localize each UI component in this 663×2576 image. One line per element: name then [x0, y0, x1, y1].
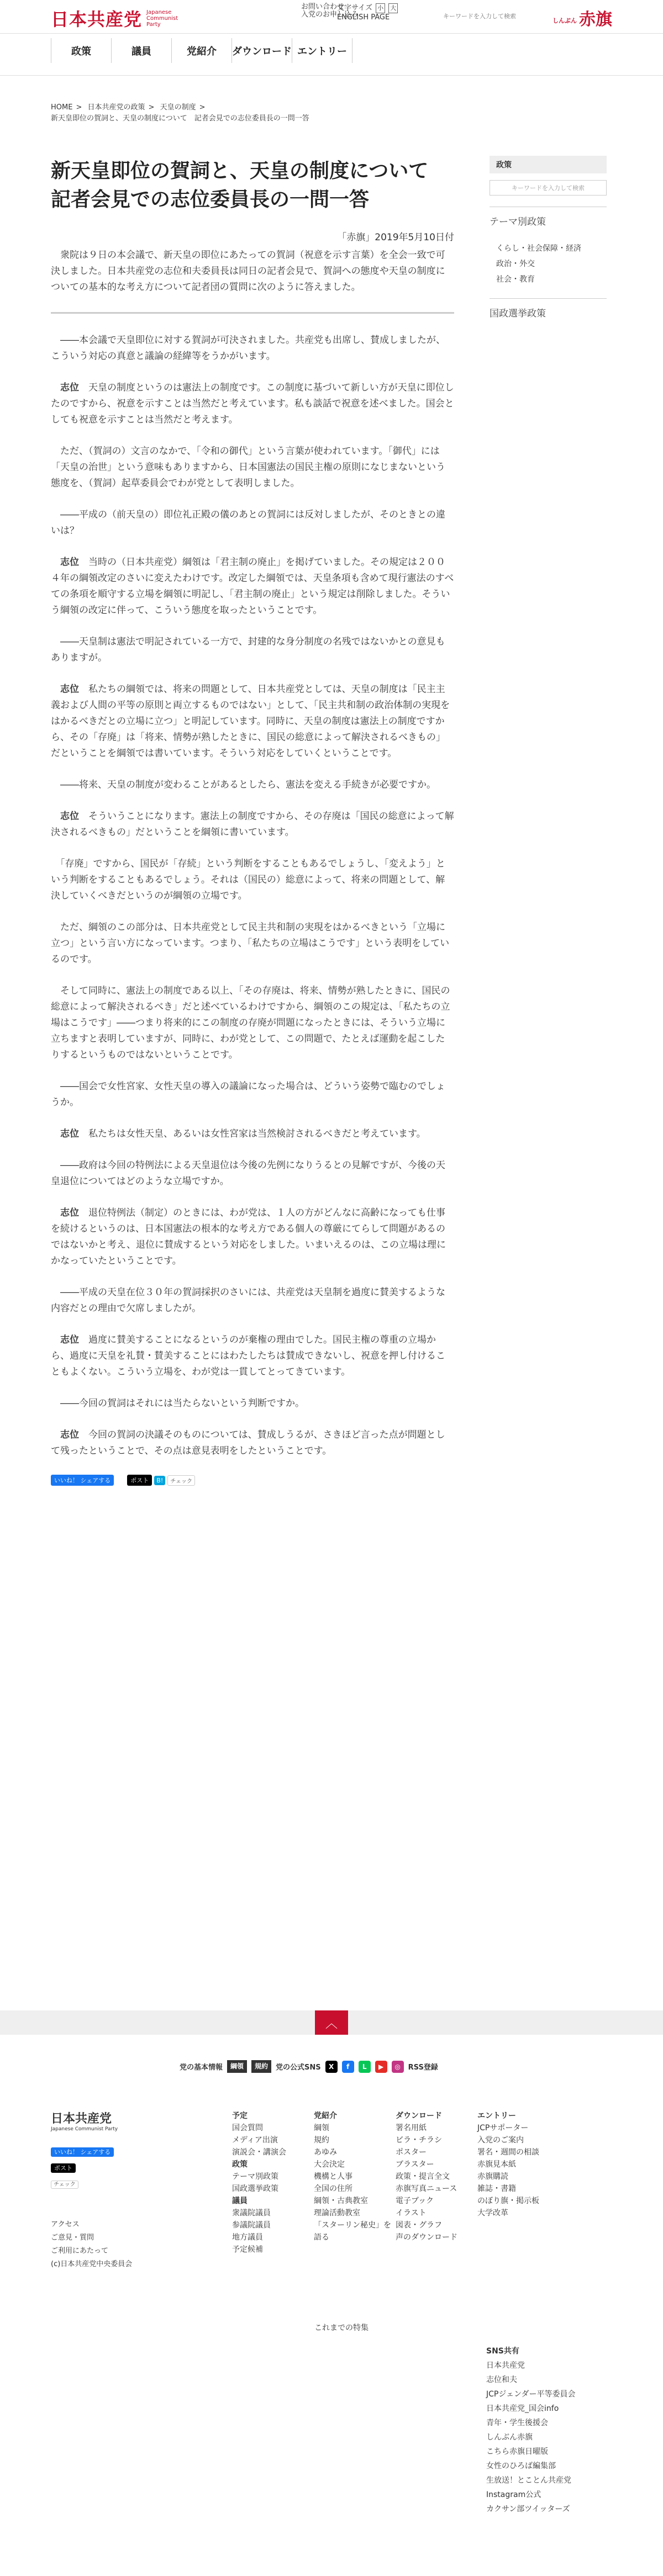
- footer-facebook-button[interactable]: いいね！ シェアする: [51, 2147, 114, 2157]
- x-post-button[interactable]: ポスト: [127, 1475, 152, 1486]
- footer-link[interactable]: 署名用紙: [396, 2124, 427, 2132]
- footer-link[interactable]: ビラ・チラシ: [396, 2136, 442, 2145]
- footer-sns-link[interactable]: JCPジェンダー平等委員会: [486, 2390, 576, 2399]
- breadcrumb-emperor[interactable]: 天皇の制度: [160, 103, 196, 112]
- article-paragraph: [51, 856, 454, 904]
- footer-link[interactable]: 衆議院議員: [232, 2209, 271, 2218]
- sidebar-election-title[interactable]: 国政選挙政策: [490, 308, 546, 319]
- footer-link[interactable]: 全国の住所: [314, 2184, 352, 2193]
- footer-link[interactable]: 国会質問: [232, 2124, 263, 2132]
- article-paragraph: [51, 1285, 454, 1317]
- site-logo[interactable]: [51, 6, 178, 31]
- footer-heading-entry[interactable]: エントリー: [477, 2112, 516, 2120]
- footer-sns-link[interactable]: 日本共産党: [486, 2361, 525, 2370]
- article-paragraph: [51, 1396, 454, 1412]
- instagram-icon[interactable]: ◎: [392, 2061, 404, 2073]
- paragraph-text: そういうことになります。憲法上の制度ですから、その存廃は「国民の総意によって解決されるべきもの」だということを綱領に書いています。: [51, 811, 454, 838]
- speaker-label: 志位: [60, 1128, 79, 1139]
- text-size-label: 文字サイズ: [337, 4, 372, 12]
- page-title: 新天皇即位の賀詞と、天皇の制度について 記者会見での志位委員長の一問一答: [51, 159, 449, 211]
- sidebar: [490, 76, 607, 319]
- sidebar-item-politics[interactable]: 政治・外交: [496, 260, 535, 268]
- footer-link[interactable]: 機構と人事: [314, 2172, 352, 2181]
- paragraph-text: ――天皇制は憲法で明記されている一方で、封建的な身分制度の名残ではないかとの意見もありますが。: [51, 636, 445, 663]
- footer-link[interactable]: 電子ブック: [396, 2197, 434, 2205]
- footer-sns-link[interactable]: 志位和夫: [486, 2376, 517, 2384]
- paragraph-text: 私たちは女性天皇、あるいは女性宮家は当然検討されるべきだと考えています。: [88, 1128, 426, 1139]
- footer-sns-link[interactable]: 生放送！とことん共産党: [486, 2476, 571, 2485]
- footer-link[interactable]: 規約: [314, 2136, 329, 2145]
- join-link[interactable]: 入党のお申し込み: [301, 10, 359, 19]
- footer-link[interactable]: ブラスター: [396, 2160, 434, 2169]
- paragraph-text: 退位特例法（制定）のときには、わが党は、１人の方がどんなに高齢になっても仕事を続けるというのは、日本国憲法の根本的な考え方である個人の尊厳にてらして問題があるのではないかと考え、退位に賛成するという対応をしました。いまいえるのは、この立場は理にかなっていたということです。: [51, 1207, 446, 1266]
- paragraph-text: ――平成の（前天皇の）即位礼正殿の儀のあとの賀詞には反対しましたが、そのときとの違いは？: [51, 509, 445, 536]
- sidebar-election-section: [490, 298, 607, 319]
- article-paragraph: [51, 555, 454, 619]
- sidebar-theme-section: [490, 207, 607, 287]
- speaker-label: 志位: [60, 557, 79, 568]
- text-size-large-button[interactable]: 大: [388, 3, 398, 13]
- footer-link[interactable]: イラスト: [396, 2209, 427, 2218]
- article-paragraph: [51, 1079, 454, 1111]
- footer-link[interactable]: 大会決定: [314, 2160, 345, 2169]
- article-paragraph: [51, 444, 454, 492]
- article-paragraph: [51, 380, 454, 428]
- sidebar-heading: 政策: [490, 156, 607, 173]
- paragraph-text: ただ、綱領のこの部分は、日本共産党として民主共和制の実現をはかるべきという「立場に立つ」という言い方になっています。つまり、「私たちの立場はこうです」という表明をしているのです。: [51, 922, 450, 965]
- logo-text: 日本共産党: [51, 9, 143, 30]
- article-paragraph: [51, 332, 454, 365]
- text-size-small-button[interactable]: 小: [376, 3, 385, 13]
- paragraph-text: ――平成の天皇在位３０年の賀詞採択のさいには、共産党は天皇制を過度に賛美するような内容だとの理由で欠席しましたが。: [51, 1287, 445, 1314]
- footer-col-entry: [477, 2110, 559, 2256]
- footer-basic-info-label: 党の基本情報: [180, 2063, 223, 2072]
- youtube-icon[interactable]: ▶: [375, 2061, 387, 2073]
- main-column: [51, 76, 454, 1486]
- akahata-logo[interactable]: しんぶん 赤旗: [552, 10, 612, 29]
- site-header: [0, 0, 663, 33]
- paragraph-text: ――今回の賀詞はそれには当たらないという判断ですか。: [60, 1398, 304, 1409]
- breadcrumb-policy[interactable]: 日本共産党の政策: [87, 103, 145, 112]
- footer-link[interactable]: 演説会・講演会: [232, 2148, 286, 2157]
- main-nav: [0, 33, 663, 76]
- article-dateline: 「赤旗」2019年5月10日付: [337, 232, 454, 243]
- speaker-label: 志位: [60, 811, 79, 822]
- divider: [51, 312, 454, 314]
- footer-contact-link[interactable]: ご意見・質問: [51, 2234, 94, 2242]
- footer-access-link[interactable]: アクセス: [51, 2220, 80, 2229]
- footer-copyright: (c)日本共産党中央委員会: [51, 2260, 133, 2268]
- sidebar-item-economy[interactable]: くらし・社会保障・経済: [496, 244, 581, 253]
- footer-sns-link[interactable]: こちら赤旗日曜版: [486, 2447, 548, 2456]
- footer-heading-members[interactable]: 議員: [232, 2197, 248, 2205]
- article-paragraph: [51, 1332, 454, 1380]
- footer-more-features-link[interactable]: これまでの特集: [314, 2324, 369, 2332]
- footer-terms-link[interactable]: ご利用にあたって: [51, 2247, 109, 2255]
- footer-heading-sns[interactable]: SNS共有: [486, 2347, 519, 2356]
- text-size-control: [337, 3, 398, 22]
- footer-link[interactable]: 入党のご案内: [477, 2136, 524, 2145]
- breadcrumb: HOME > 日本共産党の政策 > 天皇の制度 > 新天皇即位の賀詞と、天皇の制度について 記者会見での志位委員長の一問一答: [51, 102, 454, 124]
- article-paragraph: [51, 983, 454, 1063]
- footer-x-button[interactable]: ポスト: [51, 2163, 76, 2173]
- speaker-label: 志位: [60, 1207, 79, 1218]
- article-paragraph: [51, 1126, 454, 1142]
- footer-share: [51, 2147, 114, 2188]
- speaker-label: 志位: [60, 1429, 79, 1440]
- footer-heading-policy[interactable]: 政策: [232, 2160, 248, 2169]
- paragraph-text: ――将来、天皇の制度が変わることがあるとしたら、憲法を変える手続きが必要ですか。: [60, 779, 436, 790]
- sidebar-item-society[interactable]: 社会・教育: [496, 275, 535, 284]
- footer-link[interactable]: 理論活動教室: [314, 2209, 360, 2218]
- footer-col-download: [396, 2110, 477, 2256]
- english-page-link[interactable]: ENGLISH PAGE: [337, 13, 390, 22]
- site-footer: [0, 2035, 663, 2576]
- footer-link[interactable]: 赤旗見本紙: [477, 2160, 516, 2169]
- footer-link[interactable]: 雑誌・書籍: [477, 2184, 516, 2193]
- paragraph-text: ――本会議で天皇即位に対する賀詞が可決されました。共産党も出席し、賛成しましたが、こういう対応の真意と議論の経緯等をうかがいます。: [51, 335, 445, 362]
- contact-link[interactable]: お問い合わせ: [301, 3, 345, 11]
- sidebar-theme-title[interactable]: テーマ別政策: [490, 217, 546, 228]
- footer-sns-link[interactable]: 女性のひろば編集部: [486, 2462, 556, 2471]
- footer-link[interactable]: メディア出演: [232, 2136, 278, 2145]
- footer-sns-label: 党の公式SNS: [276, 2063, 321, 2072]
- logo-subtitle: Japanese Communist Party: [146, 9, 178, 28]
- article-lead: 衆院は９日の本会議で、新天皇の即位にあたっての賀詞（祝意を示す言葉）を全会一致で可決しました。日本共産党の志位和夫委員長は同日の記者会見で、賀詞への態度や天皇の制度についての基本的な考え方について記者団の質問に次のように答えました。: [51, 250, 445, 293]
- footer-link[interactable]: 政策・提言全文: [396, 2172, 450, 2181]
- paragraph-text: 当時の（日本共産党）綱領は「君主制の廃止」を掲げていました。その規定は２００４年の綱領改定のさいに変えたわけです。改定した綱領では、天皇条項も含めて現行憲法のすべての条項を順守する立場を綱領に明記し、「君主制の廃止」という規定は削除しました。そういう綱領の改定に伴って、こういう態度を取ったということです。: [51, 557, 454, 616]
- footer-sns-link[interactable]: Instagram公式: [486, 2490, 541, 2499]
- article-paragraph: [51, 682, 454, 762]
- facebook-share-button[interactable]: いいね！ シェアする: [51, 1475, 114, 1486]
- paragraph-text: 私たちの綱領では、将来の問題として、日本共産党としては、天皇の制度は「民主主義および人間の平等の原則と両立するものではない」として、「民主共和制の政治体制の実現をはかるべきだとの立場に立つ」と明記しています。同時に、天皇の制度は憲法上の制度ですから、その「存廃」は「将来、情勢が熟したときに、国民の総意によって解決されるべきもの」だということを綱領では書いています。そういう対応をしていくということです。: [51, 684, 450, 759]
- footer-link[interactable]: 「スターリン秘史」を語る: [314, 2221, 391, 2242]
- footer-link[interactable]: テーマ別政策: [232, 2172, 278, 2181]
- footer-link[interactable]: 綱領・古典教室: [314, 2197, 368, 2205]
- footer-link[interactable]: 地方議員: [232, 2233, 263, 2242]
- footer-link[interactable]: 予定候補: [232, 2245, 263, 2254]
- hatena-bookmark-button[interactable]: B!: [154, 1476, 165, 1485]
- article-paragraph: [51, 1158, 454, 1190]
- back-to-top-band: [0, 2010, 663, 2035]
- nav-policy[interactable]: 政策: [51, 38, 112, 63]
- speaker-label: 志位: [60, 1334, 79, 1345]
- paragraph-text: 「存廃」ですから、国民が「存続」という判断をすることもあるでしょうし、「変えよう」という判断をすることもあるでしょう。それは（国民の）総意によって、将来の問題として、解決していくべきだというのが綱領の立場です。: [51, 858, 445, 901]
- footer-link[interactable]: 国政選挙政策: [232, 2184, 278, 2193]
- paragraph-text: 天皇の制度というのは憲法上の制度です。この制度に基づいて新しい方が天皇に即位したのですから、祝意を示すことは当然だと考えています。私も談話で祝意を述べました。国会としても祝意を示すことは当然だと考えます。: [51, 382, 454, 425]
- facebook-icon[interactable]: f: [342, 2061, 354, 2073]
- breadcrumb-home[interactable]: HOME: [51, 103, 73, 112]
- article-paragraph: [51, 634, 454, 666]
- article-paragraph: [51, 809, 454, 841]
- footer-heading-about[interactable]: 党紹介: [314, 2112, 337, 2120]
- x-icon[interactable]: X: [325, 2061, 338, 2073]
- footer-sns-link[interactable]: 日本共産党_国会info: [486, 2404, 559, 2413]
- article-paragraph: [51, 1427, 454, 1459]
- footer-platform-button[interactable]: 綱領: [227, 2060, 247, 2073]
- footer-heading-download[interactable]: ダウンロード: [396, 2112, 442, 2120]
- paragraph-text: ただ、（賀詞の）文言のなかで、「令和の御代」という言葉が使われています。「御代」には「天皇の治世」という意味もありますから、日本国憲法の国民主権の原則になじまないという態度を、（賀詞）起草委員会でわが党として表明しました。: [51, 446, 445, 489]
- footer-sns-link[interactable]: 青年・学生後援会: [486, 2419, 548, 2427]
- footer-follow-bar: [180, 2060, 438, 2073]
- footer-col-schedule: [232, 2110, 314, 2256]
- footer-link[interactable]: 署名・週間の相談: [477, 2148, 539, 2157]
- footer-link[interactable]: 大学改革: [477, 2209, 508, 2218]
- breadcrumb-current: 新天皇即位の賀詞と、天皇の制度について 記者会見での志位委員長の一問一答: [51, 114, 309, 123]
- footer-columns: [232, 2110, 559, 2256]
- paragraph-text: 今回の賀詞の決議そのものについては、賛成しうるが、さきほど言った点が問題として残ったということで、その点は意見表明をしたということです。: [51, 1429, 445, 1456]
- paragraph-text: ――国会で女性宮家、女性天皇の導入の議論になった場合は、どういう姿勢で臨むのでしょうか。: [51, 1081, 445, 1108]
- header-search-input[interactable]: [442, 9, 549, 24]
- nav-entry[interactable]: エントリー: [292, 38, 352, 63]
- article-body: [51, 332, 454, 1459]
- share-bar: [51, 1475, 454, 1486]
- footer-logo[interactable]: 日本共産党 Japanese Communist Party: [51, 2112, 118, 2132]
- footer-heading-schedule[interactable]: 予定: [232, 2112, 248, 2120]
- footer-link[interactable]: 参議院議員: [232, 2221, 271, 2230]
- footer-sns-link[interactable]: しんぶん赤旗: [486, 2433, 533, 2442]
- footer-link[interactable]: 綱領: [314, 2124, 329, 2132]
- footer-sns-list: [486, 2344, 576, 2516]
- footer-link[interactable]: のぼり旗・掲示板: [477, 2197, 539, 2205]
- footer-link[interactable]: 赤旗購読: [477, 2172, 508, 2181]
- rss-label[interactable]: RSS登録: [408, 2063, 438, 2072]
- nav-about[interactable]: 党紹介: [172, 38, 232, 63]
- footer-check-button[interactable]: チェック: [51, 2181, 78, 2189]
- paragraph-text: ――政府は今回の特例法による天皇退位は今後の先例になりうるとの見解ですが、今後の天皇退位についてはどのような立場ですか。: [51, 1160, 445, 1187]
- article-paragraph: [51, 507, 454, 539]
- footer-rules-button[interactable]: 規約: [251, 2060, 271, 2073]
- footer-links: [51, 2218, 132, 2271]
- footer-link[interactable]: 図表・グラフ: [396, 2221, 442, 2230]
- footer-link[interactable]: JCPサポーター: [477, 2124, 529, 2132]
- footer-col-about: [314, 2110, 396, 2256]
- article-paragraph: [51, 1205, 454, 1269]
- footer-link[interactable]: 声のダウンロード: [396, 2233, 457, 2242]
- sidebar-search-input[interactable]: キーワードを入力して検索: [490, 180, 607, 196]
- article-paragraph: [51, 777, 454, 793]
- paragraph-text: 過度に賛美することになるというのが棄権の理由でした。国民主権の尊重の立場から、過度に天皇を礼賛・賛美することにはわたしたちは賛成できないし、祝意を押し付けることもよくない。こういう立場を、わが党は一貫してとってきています。: [51, 1334, 445, 1377]
- footer-link[interactable]: あゆみ: [314, 2148, 337, 2157]
- paragraph-text: そして同時に、憲法上の制度である以上、「その存廃は、将来、情勢が熟したときに、国民の総意によって解決されるべき」だと述べているわけですから、綱領のこの規定は、「私たちの立場はこうです」――つまり将来的にこの制度の存廃が問題になったときには、そういう立場に立ちますと表明していますが、同時に、わが党として、この問題で、たとえば運動を起こしたりするというものではないということです。: [51, 985, 450, 1060]
- line-icon[interactable]: L: [359, 2061, 371, 2073]
- speaker-label: 志位: [60, 382, 79, 393]
- mixi-check-button[interactable]: チェック: [167, 1475, 195, 1486]
- footer-sns-link[interactable]: カクサン部ツイッターズ: [486, 2505, 570, 2514]
- article-paragraph: [51, 920, 454, 968]
- footer-link[interactable]: 赤旗写真ニュース: [396, 2184, 457, 2193]
- footer-link[interactable]: ポスター: [396, 2148, 427, 2157]
- nav-members[interactable]: 議員: [112, 38, 172, 63]
- nav-download[interactable]: ダウンロード: [232, 38, 292, 63]
- speaker-label: 志位: [60, 684, 79, 695]
- back-to-top-button[interactable]: ︿: [315, 2010, 348, 2035]
